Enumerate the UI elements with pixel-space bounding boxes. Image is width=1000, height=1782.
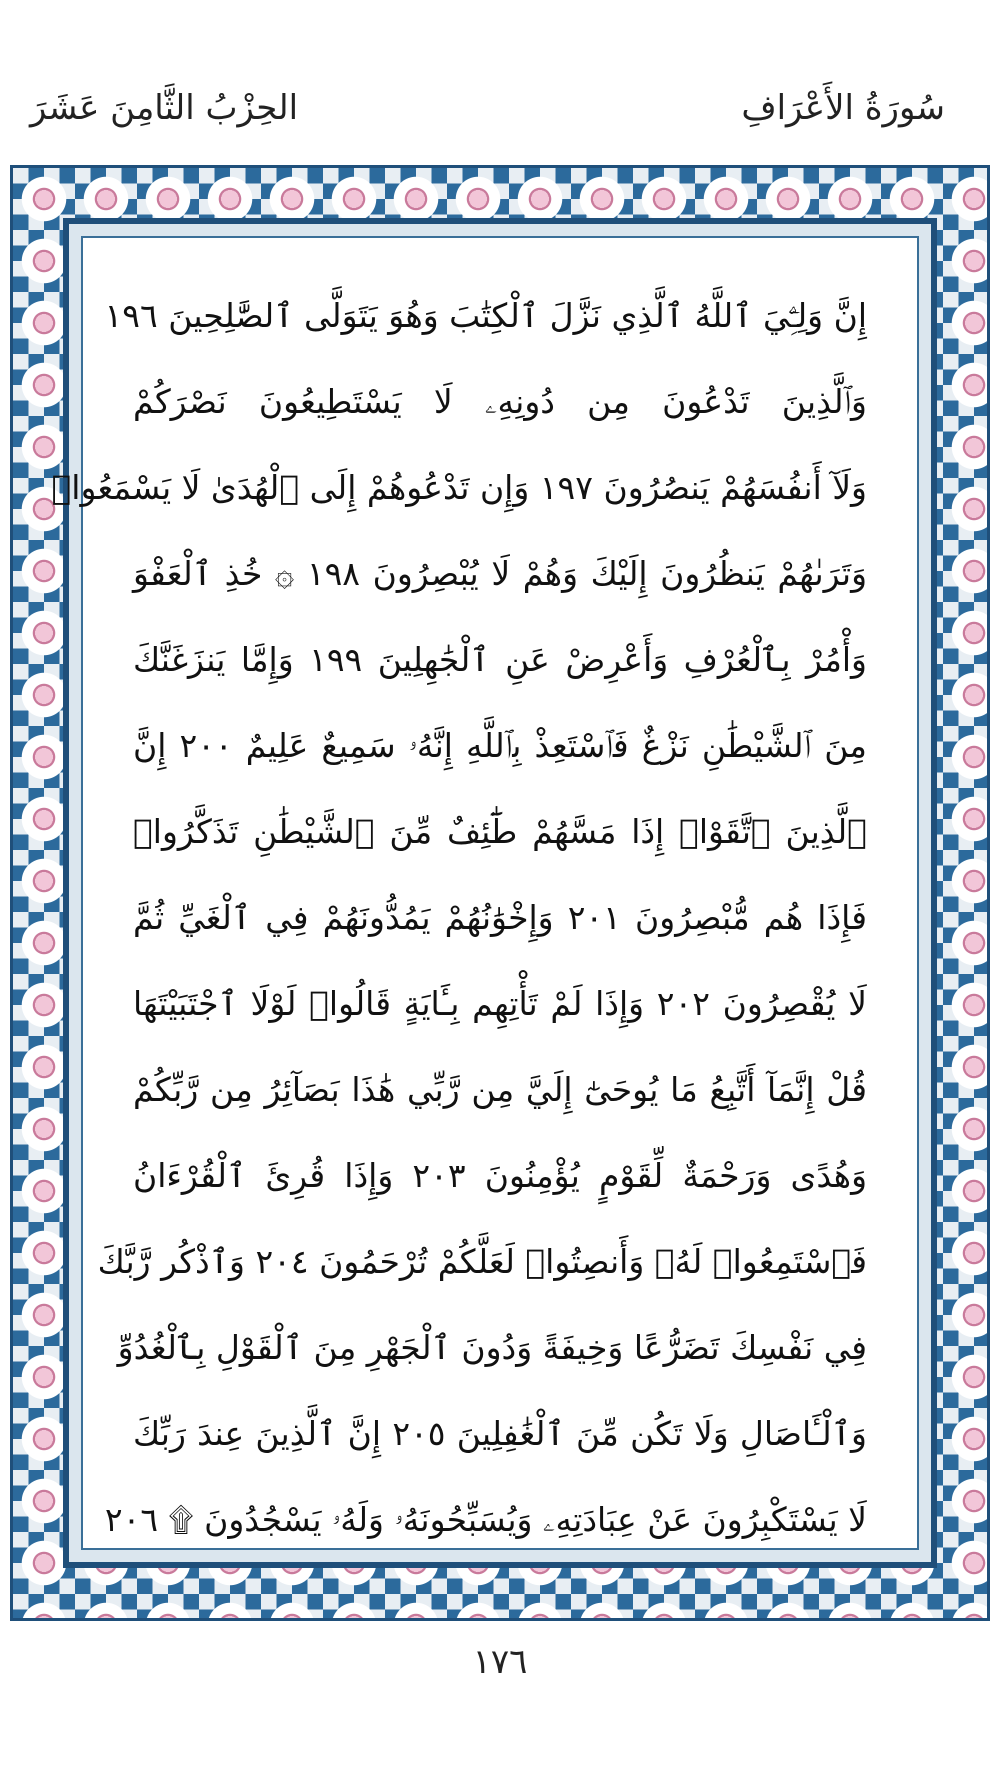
text-line-11: وَهُدًى وَرَحْمَةٌ لِّقَوْمٍ يُؤْمِنُونَ ٢٠٣ وَإِذَا قُرِئَ ٱلْقُرْءَانُ [133,1156,867,1195]
text-line-6: مِنَ ٱلشَّيْطَٰنِ نَزْغٌ فَٱسْتَعِذْ بِٱللَّهِ إِنَّهُۥ سَمِيعٌ عَلِيمٌ ٢٠٠ إِنَّ [133,726,867,765]
hizb-name: الحِزْبُ الثَّامِنَ عَشَرَ [30,88,299,128]
text-line-1: إِنَّ وَلِـِّۧيَ ٱللَّهُ ٱلَّذِي نَزَّلَ ٱلْكِتَٰبَ وَهُوَ يَتَوَلَّى ٱلصَّٰلِحِينَ ١٩٦ [104,296,867,335]
frame-band [51,218,937,1568]
quran-text [51,273,868,1563]
page-header [0,88,1000,148]
text-line-15: لَا يَسْتَكْبِرُونَ عَنْ عِبَادَتِهِۦ وَيُسَبِّحُونَهُۥ وَلَهُۥ يَسْجُدُونَ ۩ ٢٠٦ [104,1500,867,1539]
text-line-12: فَٱسْتَمِعُوا۟ لَهُۥ وَأَنصِتُوا۟ لَعَلَّكُمْ تُرْحَمُونَ ٢٠٤ وَٱذْكُر رَّبَّكَ [97,1242,867,1281]
text-line-4: وَتَرَىٰهُمْ يَنظُرُونَ إِلَيْكَ وَهُمْ لَا يُبْصِرُونَ ١٩٨ ۞ خُذِ ٱلْعَفْوَ [133,554,868,593]
text-line-8: فَإِذَا هُم مُّبْصِرُونَ ٢٠١ وَإِخْوَٰنُهُمْ يَمُدُّونَهُمْ فِي ٱلْغَيِّ ثُمَّ [133,898,867,937]
text-line-14: وَٱلْـَٔاصَالِ وَلَا تَكُن مِّنَ ٱلْغَٰفِلِينَ ٢٠٥ إِنَّ ٱلَّذِينَ عِندَ رَبِّكَ [133,1414,867,1453]
ornamental-frame [10,165,990,1621]
text-line-7: ٱلَّذِينَ ٱتَّقَوْا۟ إِذَا مَسَّهُمْ طَٰٓئِفٌ مِّنَ ٱلشَّيْطَٰنِ تَذَكَّرُوا۟ [133,812,867,851]
surah-name: سُورَةُ الأَعْرَافِ [741,88,945,128]
text-line-3: وَلَآ أَنفُسَهُمْ يَنصُرُونَ ١٩٧ وَإِن تَدْعُوهُمْ إِلَى ٱلْهُدَىٰ لَا يَسْمَعُوا۟ [51,468,867,507]
text-line-5: وَأْمُرْ بِٱلْعُرْفِ وَأَعْرِضْ عَنِ ٱلْجَٰهِلِينَ ١٩٩ وَإِمَّا يَنزَغَنَّكَ [133,640,867,679]
text-line-13: فِي نَفْسِكَ تَضَرُّعًا وَخِيفَةً وَدُونَ ٱلْجَهْرِ مِنَ ٱلْقَوْلِ بِٱلْغُدُوِّ [117,1328,867,1367]
text-line-10: قُلْ إِنَّمَآ أَتَّبِعُ مَا يُوحَىٰٓ إِلَيَّ مِن رَّبِّي هَٰذَا بَصَآئِرُ مِن رَّبِّكُمْ [133,1070,867,1109]
text-line-2: وَٱلَّذِينَ تَدْعُونَ مِن دُونِهِۦ لَا يَسْتَطِيعُونَ نَصْرَكُمْ [133,382,867,421]
text-line-9: لَا يُقْصِرُونَ ٢٠٢ وَإِذَا لَمْ تَأْتِهِم بِـَٔايَةٍ قَالُوا۟ لَوْلَا ٱجْتَبَيْتَهَا [133,984,867,1023]
text-panel [51,236,919,1550]
page-number: ١٧٦ [472,1642,528,1682]
